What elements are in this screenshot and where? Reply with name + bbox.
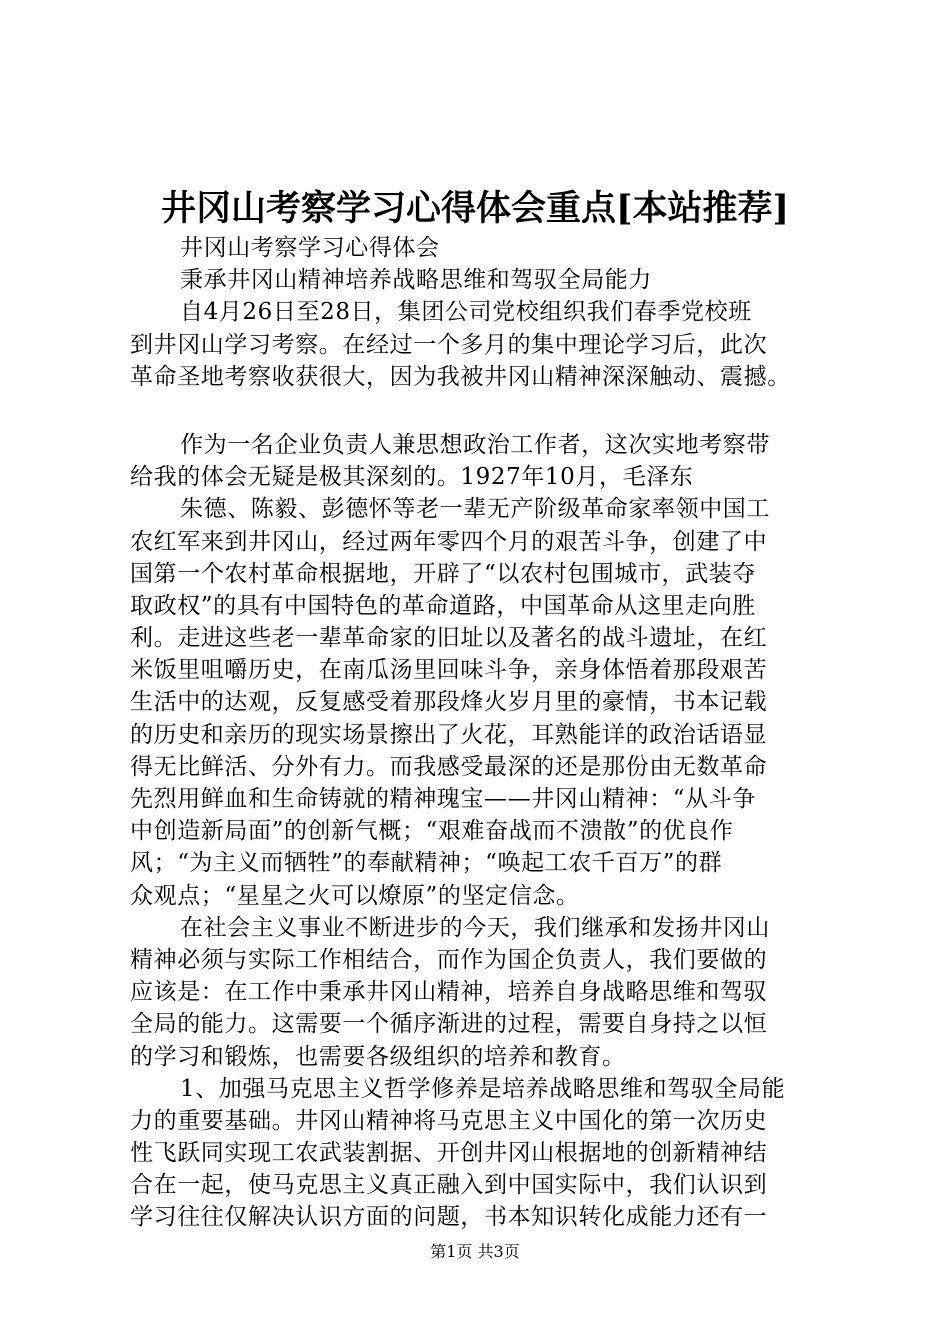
text-line: 1、加强马克思主义哲学修养是培养战略思维和驾驭全局能 bbox=[180, 1075, 786, 1102]
text-line: 农红军来到井冈山，经过两年零四个月的艰苦斗争，创建了中 bbox=[130, 528, 768, 555]
text-line: 性飞跃同实现工农武装割据、开创井冈山根据地的创新精神结 bbox=[130, 1140, 768, 1167]
text-line: 作为一名企业负责人兼思想政治工作者，这次实地考察带 bbox=[180, 431, 770, 458]
page-footer: 第1页 共3页 bbox=[430, 1242, 520, 1261]
document-title: 井冈山考察学习心得体会重点[本站推荐] bbox=[160, 188, 790, 229]
blank-line bbox=[130, 393, 830, 429]
text-line: 利。走进这些老一辈革命家的旧址以及著名的战斗遗址，在红 bbox=[130, 625, 768, 652]
document-body bbox=[130, 232, 830, 1234]
text-line: 的学习和锻炼，也需要各级组织的培养和教育。 bbox=[130, 1043, 626, 1070]
text-line: 风；“为主义而牺牲”的奉献精神；“唤起工农千百万”的群 bbox=[130, 850, 723, 877]
text-line: 得无比鲜活、分外有力。而我感受最深的还是那份由无数革命 bbox=[130, 753, 768, 780]
text-line: 众观点；“星星之火可以燎原”的坚定信念。 bbox=[130, 882, 580, 909]
text-line: 给我的体会无疑是极其深刻的。1927年10月，毛泽东 bbox=[130, 464, 694, 491]
text-line: 在社会主义事业不断进步的今天，我们继承和发扬井冈山 bbox=[180, 914, 770, 941]
text-line: 米饭里咀嚼历史，在南瓜汤里回味斗争，亲身体悟着那段艰苦 bbox=[130, 657, 768, 684]
text-line: 精神必须与实际工作相结合，而作为国企负责人，我们要做的 bbox=[130, 946, 768, 973]
text-line: 的历史和亲历的现实场景擦出了火花，耳熟能详的政治话语显 bbox=[130, 721, 768, 748]
text-line: 应该是：在工作中秉承井冈山精神，培养自身战略思维和驾驭 bbox=[130, 979, 768, 1006]
text-line: 朱德、陈毅、彭德怀等老一辈无产阶级革命家率领中国工 bbox=[180, 496, 770, 523]
text-line: 力的重要基础。井冈山精神将马克思主义中国化的第一次历史 bbox=[130, 1107, 768, 1134]
text-line: 生活中的达观，反复感受着那段烽火岁月里的豪情，书本记载 bbox=[130, 689, 768, 716]
text-line: 自4月26日至28日，集团公司党校组织我们春季党校班 bbox=[180, 299, 752, 326]
text-line: 井冈山考察学习心得体会 bbox=[180, 235, 440, 261]
text-line: 中创造新局面”的创新气概；“艰难奋战而不溃散”的优良作 bbox=[130, 818, 734, 845]
text-line: 合在一起，使马克思主义真正融入到中国实际中，我们认识到 bbox=[130, 1172, 768, 1199]
text-line: 秉承井冈山精神培养战略思维和驾驭全局能力 bbox=[180, 267, 652, 294]
text-line: 国第一个农村革命根据地，开辟了“以农村包围城市，武装夺 bbox=[130, 560, 756, 587]
text-line: 取政权”的具有中国特色的革命道路，中国革命从这里走向胜 bbox=[130, 592, 756, 619]
text-line: 到井冈山学习考察。在经过一个多月的集中理论学习后，此次 bbox=[130, 331, 768, 358]
text-line: 全局的能力。这需要一个循序渐进的过程，需要自身持之以恒 bbox=[130, 1011, 768, 1038]
text-line: 先烈用鲜血和生命铸就的精神瑰宝——井冈山精神：“从斗争 bbox=[130, 786, 756, 812]
text-line: 学习往往仅解决认识方面的问题，书本知识转化成能力还有一 bbox=[130, 1204, 768, 1231]
text-line: 革命圣地考察收获很大，因为我被井冈山精神深深触动、震撼。 bbox=[130, 363, 791, 390]
